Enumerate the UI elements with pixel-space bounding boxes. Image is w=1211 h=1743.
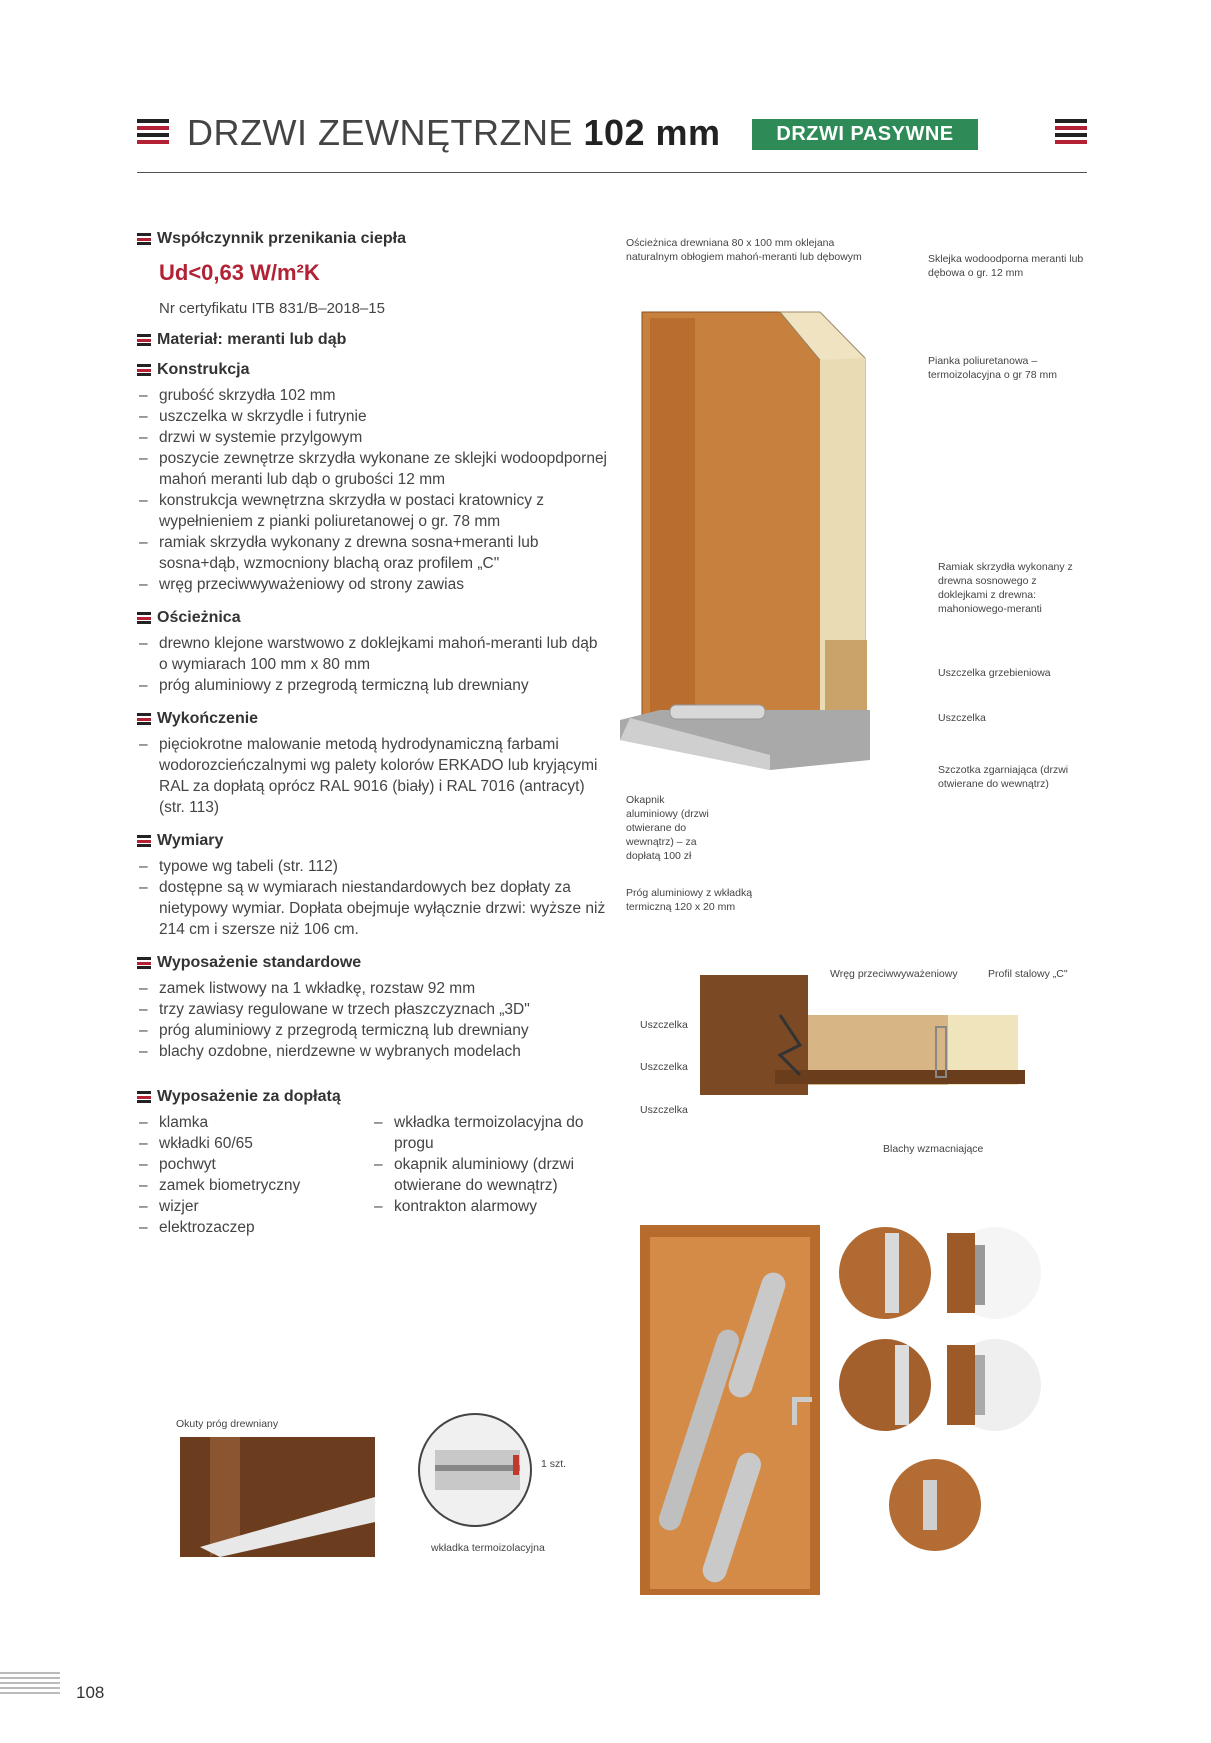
thermal-value: Ud<0,63 W/m²K: [159, 260, 320, 285]
thermal-insert-photo: [415, 1410, 535, 1530]
list-item: – wizjer: [137, 1196, 372, 1217]
door-photo: [640, 1225, 820, 1595]
list-item: – drewno klejone warstwowo z doklejkami mahoń-meranti lub dąb o wymiarach 100 mm x 80 mm: [137, 633, 607, 675]
list-item: – elektrozaczep: [137, 1217, 372, 1238]
list-item: – wkładka termoizolacyjna do progu: [372, 1112, 607, 1154]
label-drip: Okapnik aluminiowy (drzwi otwierane do wewnątrz) – za dopłatą 100 zł: [626, 794, 709, 862]
label-comb-seal: Uszczelka grzebieniowa: [938, 667, 1051, 679]
extra-list-right: [372, 1112, 607, 1238]
label-frame: Ościeżnica drewniana 80 x 100 mm oklejana naturalnym obłogiem mahoń-meranti lub dębowym: [626, 237, 862, 263]
extra-list-left: [137, 1112, 372, 1238]
standard-list: [137, 978, 607, 1062]
hardware-detail-photos: [835, 1225, 1055, 1555]
label-foam: Pianka poliuretanowa – termoizolacyjna o gr 78 mm: [928, 355, 1057, 381]
list-item: – wkładki 60/65: [137, 1133, 372, 1154]
label-c-profile: Profil stalowy „C": [988, 968, 1068, 980]
section-flag-icon: [137, 1091, 151, 1103]
label-threshold: Próg aluminiowy z wkładką termiczną 120 x 20 mm: [626, 887, 753, 913]
list-item: – próg aluminiowy z przegrodą termiczną lub drewniany: [137, 675, 607, 696]
standard-heading: Wyposażenie standardowe: [137, 954, 607, 972]
dimensions-list: [137, 856, 607, 940]
list-item: – drzwi w systemie przylgowym: [137, 427, 607, 448]
label-insert: wkładka termoizolacyjna: [431, 1542, 545, 1554]
title-bold: 102 mm: [583, 112, 721, 153]
section-flag-icon: [137, 364, 151, 376]
material-heading: Materiał: meranti lub dąb: [137, 331, 607, 349]
list-item: – okapnik aluminiowy (drzwi otwierane do wewnątrz): [372, 1154, 607, 1196]
section-flag-icon: [137, 957, 151, 969]
dimensions-heading: Wymiary: [137, 832, 607, 850]
label-insert-qty: 1 szt.: [541, 1458, 567, 1470]
list-item: – wręg przeciwwyważeniowy od strony zawias: [137, 574, 607, 595]
finish-heading: Wykończenie: [137, 710, 607, 728]
label-plates: Blachy wzmacniające: [883, 1143, 984, 1155]
list-item: – pochwyt: [137, 1154, 372, 1175]
frame-heading: Ościeżnica: [137, 609, 607, 627]
header-rule: [137, 172, 1087, 173]
wood-threshold-photo: [180, 1437, 375, 1557]
label-seal-2: Uszczelka: [640, 1061, 688, 1073]
list-item: – grubość skrzydła 102 mm: [137, 385, 607, 406]
certificate-number: Nr certyfikatu ITB 831/B–2018–15: [159, 300, 385, 317]
label-plywood: Sklejka wodoodporna meranti lub dębowa o gr. 12 mm: [928, 253, 1084, 279]
construction-heading: Konstrukcja: [137, 361, 607, 379]
list-item: – poszycie zewnętrze skrzydła wykonane ze sklejki wodoopdpornej mahoń meranti lub dąb o grubości 12 mm: [137, 448, 607, 490]
passive-door-badge: DRZWI PASYWNE: [752, 119, 978, 150]
list-item: – zamek listwowy na 1 wkładkę, rozstaw 92 mm: [137, 978, 607, 999]
label-seal: Uszczelka: [938, 712, 986, 724]
list-item: – zamek biometryczny: [137, 1175, 372, 1196]
section-flag-icon: [137, 233, 151, 245]
label-brush-seal: Szczotka zgarniająca (drzwi otwierane do wewnątrz): [938, 764, 1069, 790]
label-wood-threshold: Okuty próg drewniany: [176, 1418, 279, 1430]
list-item: – ramiak skrzydła wykonany z drewna sosna+meranti lub sosna+dąb, wzmocniony blachą oraz profilem „C": [137, 532, 607, 574]
page-number-lines: [0, 1672, 60, 1697]
spec-column: [137, 230, 607, 1252]
frame-list: [137, 633, 607, 696]
label-seal-3: Uszczelka: [640, 1104, 688, 1116]
profile-section-illustration: [700, 975, 1030, 1105]
finish-list: [137, 734, 607, 818]
list-item: – próg aluminiowy z przegrodą termiczną lub drewniany: [137, 1020, 607, 1041]
list-item: – trzy zawiasy regulowane w trzech płaszczyznach „3D": [137, 999, 607, 1020]
page-title: [187, 112, 721, 154]
extra-columns: [137, 1112, 607, 1252]
thermal-heading: Współczynnik przenikania ciepła: [137, 230, 607, 248]
door-cross-section-illustration: [620, 300, 910, 800]
section-flag-icon: [137, 713, 151, 725]
list-item: – typowe wg tabeli (str. 112): [137, 856, 607, 877]
list-item: – kontrakton alarmowy: [372, 1196, 607, 1217]
section-flag-icon: [137, 334, 151, 346]
label-stile: Ramiak skrzydła wykonany z drewna sosnowego z doklejkami z drewna: mahoniowego-meranti: [938, 561, 1073, 615]
label-seal-1: Uszczelka: [640, 1019, 688, 1031]
flag-icon-right: [1055, 119, 1087, 151]
list-item: – klamka: [137, 1112, 372, 1133]
construction-list: [137, 385, 607, 595]
list-item: – blachy ozdobne, nierdzewne w wybranych modelach: [137, 1041, 607, 1062]
list-item: – uszczelka w skrzydle i futrynie: [137, 406, 607, 427]
section-flag-icon: [137, 835, 151, 847]
label-rebate: Wręg przeciwwyważeniowy: [830, 968, 958, 980]
title-light: DRZWI ZEWNĘTRZNE: [187, 112, 573, 153]
list-item: – dostępne są w wymiarach niestandardowych bez dopłaty za nietypowy wymiar. Dopłata obejmuje wyłącznie drzwi: wyższe niż 214 cm i szersze niż 106 cm.: [137, 877, 607, 940]
list-item: – konstrukcja wewnętrzna skrzydła w postaci kratownicy z wypełnieniem z pianki poliuretanowej o gr. 78 mm: [137, 490, 607, 532]
section-flag-icon: [137, 612, 151, 624]
flag-icon-left: [137, 119, 169, 151]
list-item: – pięciokrotne malowanie metodą hydrodynamiczną farbami wodorozcieńczalnymi wg palety kolorów ERKADO lub kryjącymi RAL za dopłatą oprócz RAL 9016 (biały) i RAL 7016 (antracyt) (str. 113): [137, 734, 607, 818]
extra-heading: Wyposażenie za dopłatą: [137, 1088, 607, 1106]
page-number: 108: [76, 1683, 105, 1702]
